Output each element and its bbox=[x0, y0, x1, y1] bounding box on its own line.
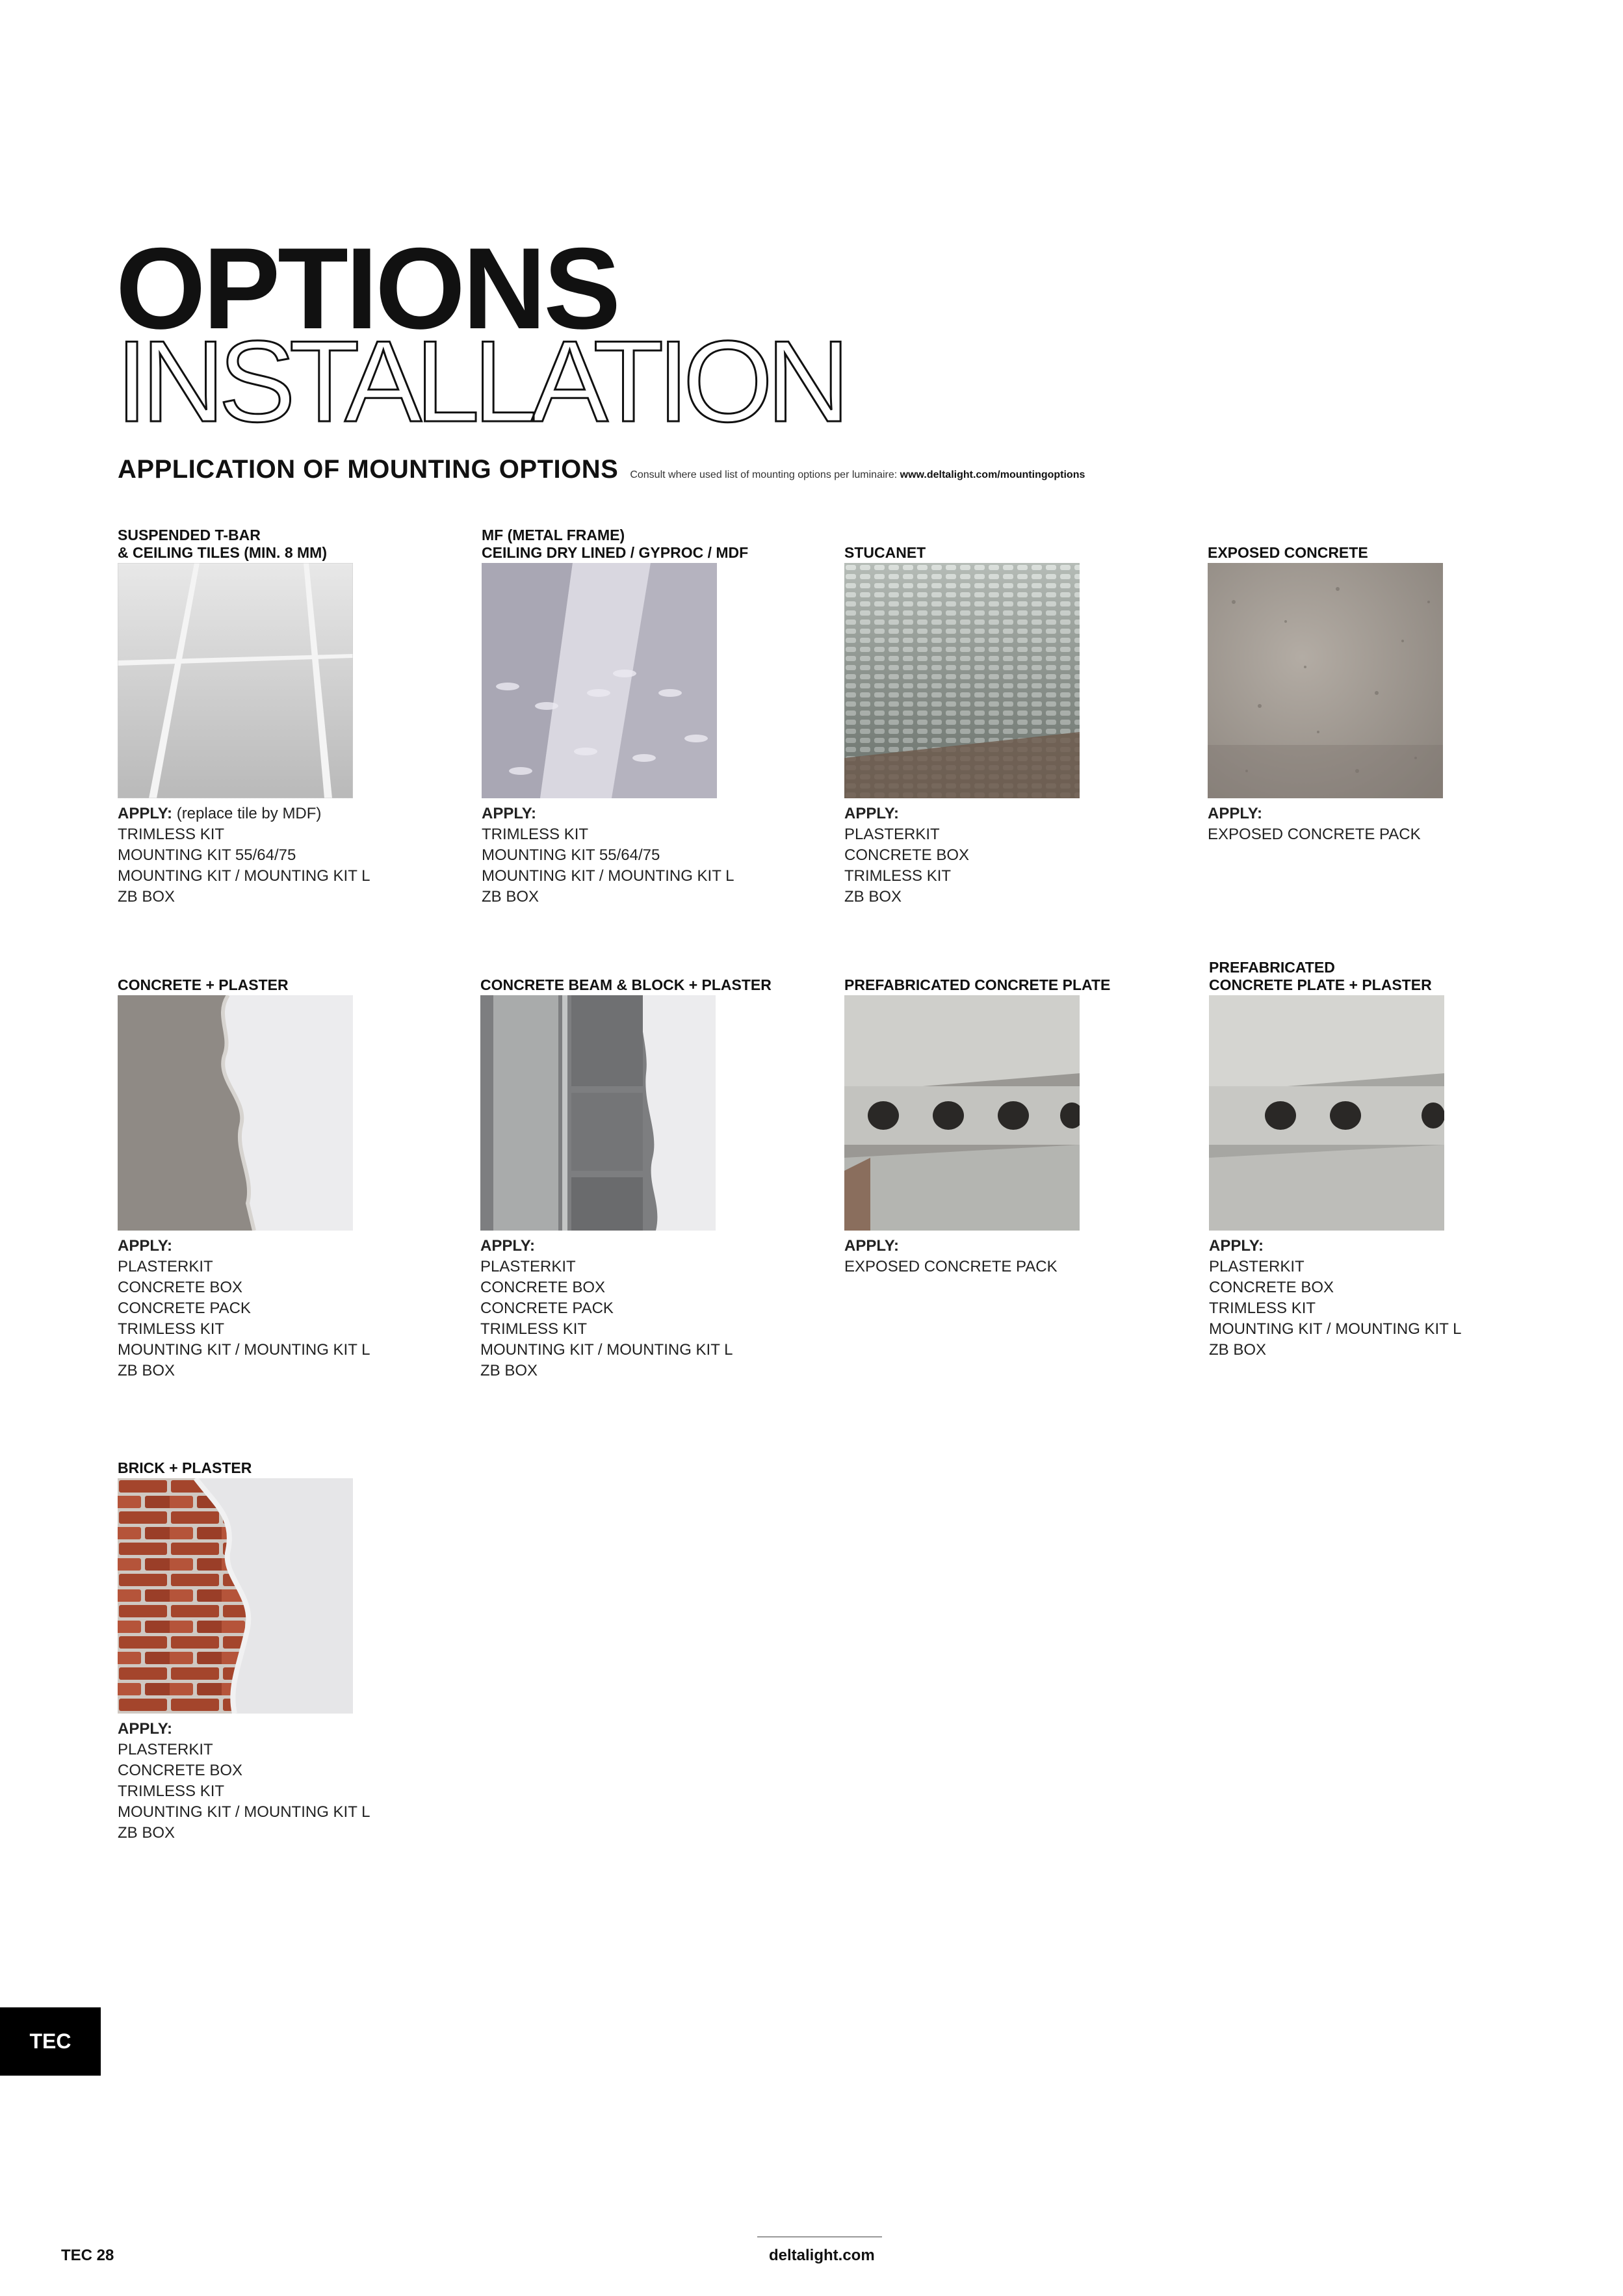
list-item: ZB BOX bbox=[118, 1824, 175, 1842]
list-item: MOUNTING KIT / MOUNTING KIT L bbox=[118, 1341, 370, 1359]
list-item: TRIMLESS KIT bbox=[480, 1320, 588, 1338]
prefab-plate-plaster-photo bbox=[1209, 995, 1444, 1231]
beam-block-photo bbox=[480, 995, 716, 1231]
card-title: BRICK + PLASTER bbox=[118, 1459, 252, 1476]
list-item: PLASTERKIT bbox=[844, 826, 940, 843]
brick-plaster-photo bbox=[118, 1478, 353, 1714]
list-item: CONCRETE BOX bbox=[480, 1279, 606, 1296]
section-note: Consult where used list of mounting options per luminaire: www.deltalight.com/mountingoptions bbox=[630, 469, 1085, 480]
list-item: MOUNTING KIT / MOUNTING KIT L bbox=[118, 1803, 370, 1821]
list-item: ZB BOX bbox=[844, 888, 902, 906]
list-item: TRIMLESS KIT bbox=[118, 1320, 225, 1338]
card-title: STUCANET bbox=[844, 543, 926, 561]
page-title: OPTIONS bbox=[116, 224, 619, 353]
apply-list: APPLY: (replace tile by MDF) TRIMLESS KIT MOUNTING KIT 55/64/75 MOUNTING KIT / MOUNTING KIT L ZB BOX bbox=[118, 803, 456, 907]
list-item: TRIMLESS KIT bbox=[118, 1782, 225, 1800]
list-item: MOUNTING KIT / MOUNTING KIT L bbox=[480, 1341, 733, 1359]
list-item: PLASTERKIT bbox=[118, 1741, 213, 1758]
list-item: EXPOSED CONCRETE PACK bbox=[1208, 826, 1421, 843]
list-item: CONCRETE PACK bbox=[480, 1299, 614, 1317]
section-heading bbox=[118, 455, 1085, 484]
option-card-concrete-plaster bbox=[118, 976, 456, 1381]
metal-frame-ceiling-photo bbox=[482, 563, 717, 798]
card-title: SUSPENDED T-BAR & CEILING TILES (MIN. 8 MM) bbox=[118, 527, 327, 561]
option-card-beam-block-plaster bbox=[480, 976, 818, 1381]
list-item: PLASTERKIT bbox=[480, 1258, 576, 1275]
list-item: CONCRETE BOX bbox=[1209, 1279, 1334, 1296]
apply-list: APPLY: PLASTERKIT CONCRETE BOX CONCRETE PACK TRIMLESS KIT MOUNTING KIT / MOUNTING KIT L ZB BOX bbox=[480, 1236, 818, 1381]
list-item: MOUNTING KIT 55/64/75 bbox=[482, 846, 660, 864]
card-title: MF (METAL FRAME) CEILING DRY LINED / GYPROC / MDF bbox=[482, 527, 749, 561]
option-card-prefab-plate-plaster bbox=[1209, 959, 1547, 1361]
list-item: ZB BOX bbox=[1209, 1341, 1267, 1359]
list-item: MOUNTING KIT 55/64/75 bbox=[118, 846, 296, 864]
option-card-exposed-concrete bbox=[1208, 543, 1546, 845]
apply-list: APPLY: PLASTERKIT CONCRETE BOX TRIMLESS KIT ZB BOX bbox=[844, 803, 1182, 907]
footer-website[interactable]: deltalight.com bbox=[769, 2247, 875, 2264]
option-card-brick-plaster bbox=[118, 1459, 456, 1844]
list-item: CONCRETE BOX bbox=[118, 1279, 243, 1296]
list-item: PLASTERKIT bbox=[118, 1258, 213, 1275]
card-title: EXPOSED CONCRETE bbox=[1208, 543, 1368, 561]
list-item: ZB BOX bbox=[118, 888, 175, 906]
page-subtitle: INSTALLATION bbox=[116, 317, 844, 446]
apply-list: APPLY: PLASTERKIT CONCRETE BOX TRIMLESS KIT MOUNTING KIT / MOUNTING KIT L ZB BOX bbox=[118, 1719, 456, 1844]
list-item: MOUNTING KIT / MOUNTING KIT L bbox=[482, 867, 734, 885]
list-item: CONCRETE BOX bbox=[118, 1762, 243, 1779]
list-item: CONCRETE BOX bbox=[844, 846, 970, 864]
option-card-stucanet bbox=[844, 543, 1182, 907]
footer-divider bbox=[757, 2236, 882, 2237]
page-number: TEC 28 bbox=[61, 2247, 114, 2264]
list-item: MOUNTING KIT / MOUNTING KIT L bbox=[118, 867, 370, 885]
card-title: CONCRETE BEAM & BLOCK + PLASTER bbox=[480, 976, 772, 993]
list-item: EXPOSED CONCRETE PACK bbox=[844, 1258, 1058, 1275]
option-card-metal-frame bbox=[482, 527, 820, 907]
list-item: CONCRETE PACK bbox=[118, 1299, 251, 1317]
list-item: ZB BOX bbox=[118, 1362, 175, 1379]
exposed-concrete-photo bbox=[1208, 563, 1443, 798]
option-card-prefab-plate bbox=[844, 976, 1182, 1277]
card-title: PREFABRICATED CONCRETE PLATE + PLASTER bbox=[1209, 959, 1432, 993]
list-item: ZB BOX bbox=[482, 888, 539, 906]
apply-list: APPLY: TRIMLESS KIT MOUNTING KIT 55/64/75 MOUNTING KIT / MOUNTING KIT L ZB BOX bbox=[482, 803, 820, 907]
list-item: TRIMLESS KIT bbox=[118, 826, 225, 843]
list-item: PLASTERKIT bbox=[1209, 1258, 1305, 1275]
apply-list: APPLY: EXPOSED CONCRETE PACK bbox=[844, 1236, 1182, 1277]
list-item: TRIMLESS KIT bbox=[1209, 1299, 1316, 1317]
list-item: TRIMLESS KIT bbox=[482, 826, 589, 843]
card-title: PREFABRICATED CONCRETE PLATE bbox=[844, 976, 1111, 993]
list-item: ZB BOX bbox=[480, 1362, 538, 1379]
card-title: CONCRETE + PLASTER bbox=[118, 976, 289, 993]
stucanet-mesh-photo bbox=[844, 563, 1080, 798]
list-item: MOUNTING KIT / MOUNTING KIT L bbox=[1209, 1320, 1462, 1338]
prefab-plate-photo bbox=[844, 995, 1080, 1231]
apply-list: APPLY: EXPOSED CONCRETE PACK bbox=[1208, 803, 1546, 845]
concrete-plaster-photo bbox=[118, 995, 353, 1231]
apply-list: APPLY: PLASTERKIT CONCRETE BOX CONCRETE PACK TRIMLESS KIT MOUNTING KIT / MOUNTING KIT L ZB BOX bbox=[118, 1236, 456, 1381]
apply-list: APPLY: PLASTERKIT CONCRETE BOX TRIMLESS KIT MOUNTING KIT / MOUNTING KIT L ZB BOX bbox=[1209, 1236, 1547, 1361]
option-card-suspended-t-bar bbox=[118, 527, 456, 907]
section-tab-tec[interactable]: TEC bbox=[0, 2007, 101, 2076]
section-title: APPLICATION OF MOUNTING OPTIONS bbox=[118, 455, 619, 484]
mounting-options-link[interactable]: www.deltalight.com/mountingoptions bbox=[900, 469, 1085, 480]
list-item: TRIMLESS KIT bbox=[844, 867, 952, 885]
ceiling-tiles-photo bbox=[118, 563, 353, 798]
